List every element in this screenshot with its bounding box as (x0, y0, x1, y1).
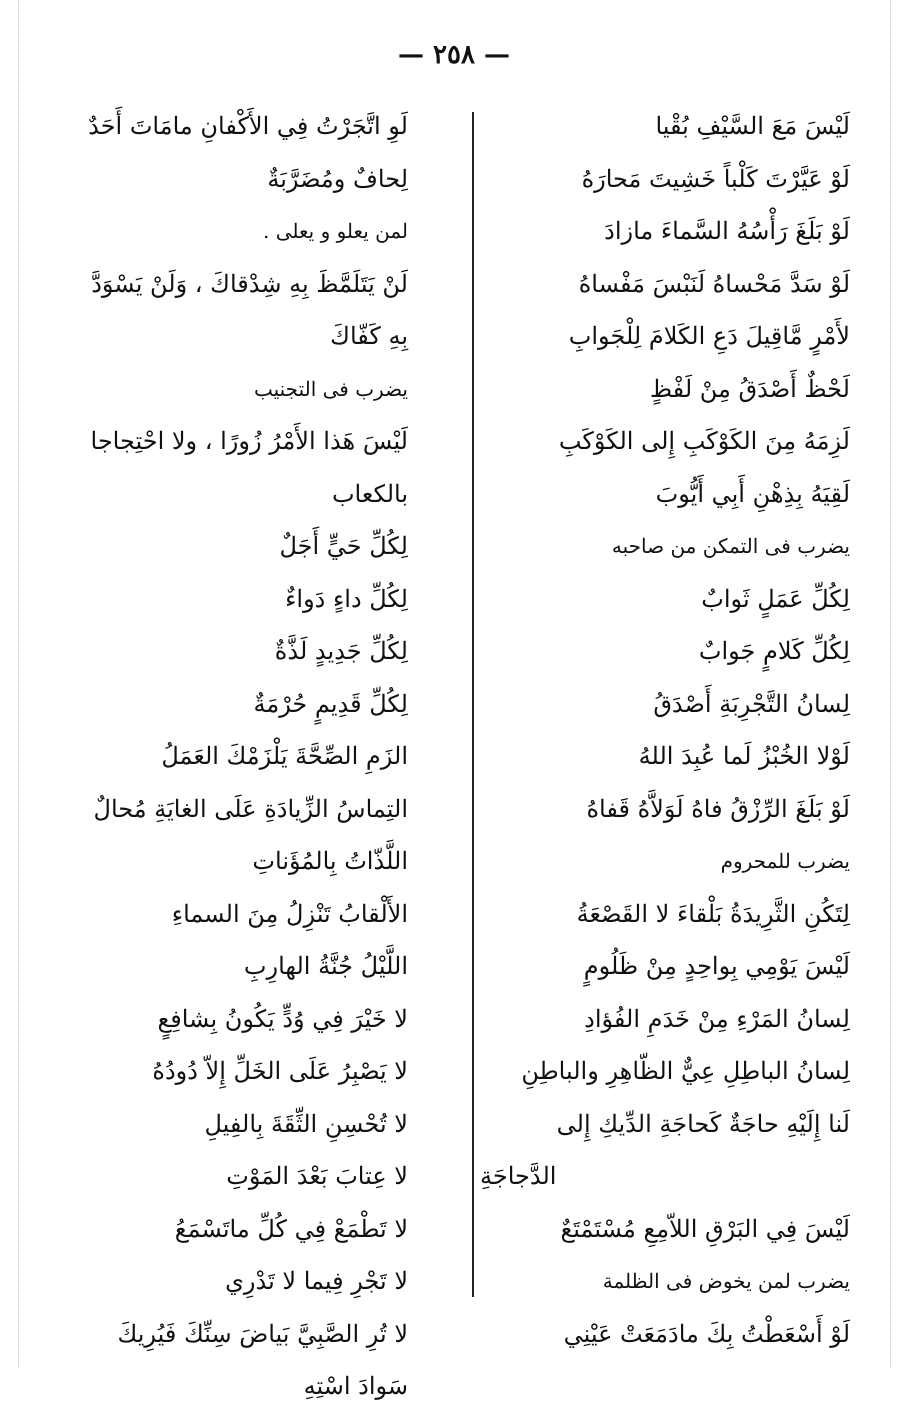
proverb-line: اللَّذّاتُ بِالمُؤَناتِ (252, 847, 408, 875)
proverb-line: لِكُلِّ قَدِيمٍ حُرْمَةٌ (253, 689, 408, 718)
proverb-line: لَيْسَ يَوْمِي بِواحِدٍ مِنْ ظَلُومٍ (583, 952, 850, 980)
proverb-line: لِكُلِّ جَدِيدٍ لَذَّةٌ (274, 637, 408, 665)
left-column (8, 100, 408, 1413)
proverb-line: لِكُلِّ داءٍ دَواءٌ (285, 584, 408, 613)
proverb-line: الأَلْقابُ تَنْزِلُ مِنَ السماءِ (171, 899, 408, 928)
page-number: — ٢٥٨ — (397, 40, 511, 70)
proverb-line: التِماسُ الزِّيادَةِ عَلَى الغايَةِ مُحالٌ (93, 794, 408, 823)
page-edge-right (890, 0, 892, 1367)
proverb-line: لِكُلِّ عَمَلٍ ثَوابٌ (701, 584, 850, 613)
usage-note: يضرب للمحروم (720, 849, 850, 873)
proverb-line: لَوْ بَلَغَ الرِّزْقُ فاهُ لَوَلاَّهُ قَفاهُ (586, 794, 850, 823)
proverb-line: لَوْ سَدَّ مَحْساهُ لَنَبْسَ مَفْساهُ (578, 269, 850, 298)
proverb-line: لَزِمَهُ مِنَ الكَوْكَبِ إِلى الكَوْكَبِ (558, 427, 850, 455)
proverb-line: لأَمْرٍ مَّاقِيلَ دَعِ الكَلامَ لِلْجَوابِ (568, 322, 850, 350)
proverb-line: لَقِيَهُ بِذِهْنِ أَبِي أَيُّوبَ (655, 479, 850, 508)
usage-note: يضرب فى التمكن من صاحبه (611, 534, 850, 558)
proverb-line: لَحْظٌ أَصْدَقُ مِنْ لَفْظٍ (649, 374, 850, 403)
proverb-line: لَوْ عَيَّرْتَ كَلْباً خَشِيتَ مَحارَهُ (581, 164, 850, 193)
proverb-line: لا تُرِ الصَّبِيَّ بَياضَ سِنِّكَ فَيُرِيكَ (117, 1319, 408, 1348)
proverb-line: لا تَجْرِ فِيما لا تَدْرِي (225, 1267, 408, 1295)
proverb-line: لِحافٌ ومُضَرَّبَةٌ (267, 164, 408, 193)
usage-note: لمن يعلو و يعلى . (263, 219, 408, 243)
proverb-line: لَوْ أَسْعَطْتُ بِكَ مادَمَعَتْ عَيْنِي (563, 1319, 850, 1348)
proverb-line: الزَمِ الصِّحَّةَ يَلْزَمْكَ العَمَلُ (161, 742, 408, 770)
proverb-line: لِسانُ التَّجْرِبَةِ أَصْدَقُ (653, 689, 850, 718)
proverb-continuation: سَوادَ اسْتِهِ (303, 1372, 408, 1400)
proverb-line: لَوْلا الخُبْزُ لَما عُبِدَ اللهُ (638, 742, 850, 770)
proverb-line: لا خَيْرَ فِي وُدٍّ يَكُونُ بِشافِعٍ (157, 1004, 408, 1033)
proverb-line: لَيْسَ فِي البَرْقِ اللاّمِعِ مُسْتَمْتَعٌ (560, 1214, 850, 1243)
proverb-line: لَوِ اتَّجَرْتُ فِي الأَكْفانِ مامَاتَ أَحَدٌ (88, 112, 408, 140)
proverb-line: لا تَطْمَعْ فِي كُلِّ ماتَسْمَعُ (174, 1214, 408, 1243)
proverb-continuation: بالكعاب (331, 479, 408, 508)
usage-note: يضرب فى التجنيب (253, 376, 408, 401)
proverb-line: لِكُلِّ حَيٍّ أَجَلٌ (279, 532, 408, 560)
right-column (480, 100, 850, 1360)
proverb-line: لا تُحْسِنِ الثِّقَةَ بِالفِيلِ (204, 1109, 408, 1138)
proverb-line: لَنا إِلَيْهِ حاجَةٌ كَحاجَةِ الدِّيكِ إِلى (556, 1109, 850, 1138)
proverb-line: لِسانُ الباطِلِ عِيٌّ الظّاهِرِ والباطِنِ (521, 1057, 850, 1085)
proverb-line: لَيْسَ مَعَ السَّيْفِ بُقْيا (655, 112, 850, 140)
proverb-line: لِسانُ المَرْءِ مِنْ خَدَمِ الفُؤادِ (584, 1004, 850, 1033)
column-divider (472, 112, 474, 1297)
proverb-continuation: الدَّجاجَةِ (480, 1162, 557, 1190)
proverb-line: لَنْ يَتَلَمَّظَ بِهِ شِدْقاكَ ، وَلَنْ يَسْوَدَّ (91, 269, 408, 298)
proverb-line: لا يَصْبِرُ عَلَى الخَلِّ إِلاّ دُودُهُ (152, 1057, 408, 1085)
proverb-continuation: بِهِ كَفّاكَ (330, 322, 408, 350)
proverb-line: لَيْسَ هَذا الأَمْرُ زُورًا ، ولا احْتِجاجا (90, 427, 408, 455)
proverb-line: لا عِتابَ بَعْدَ المَوْتِ (226, 1162, 408, 1190)
proverb-line: اللَّيْلُ جُنَّةُ الهارِبِ (243, 952, 408, 980)
proverb-line: لِكُلِّ كَلامٍ جَوابٌ (698, 637, 850, 665)
proverb-line: لِتَكُنِ الثَّرِيدَةُ بَلْقاءَ لا القَصْعَةُ (576, 899, 850, 928)
usage-note: يضرب لمن يخوض فى الظلمة (602, 1269, 850, 1293)
proverb-line: لَوْ بَلَغَ رَأْسُهُ السَّماءَ مازادَ (604, 217, 850, 245)
